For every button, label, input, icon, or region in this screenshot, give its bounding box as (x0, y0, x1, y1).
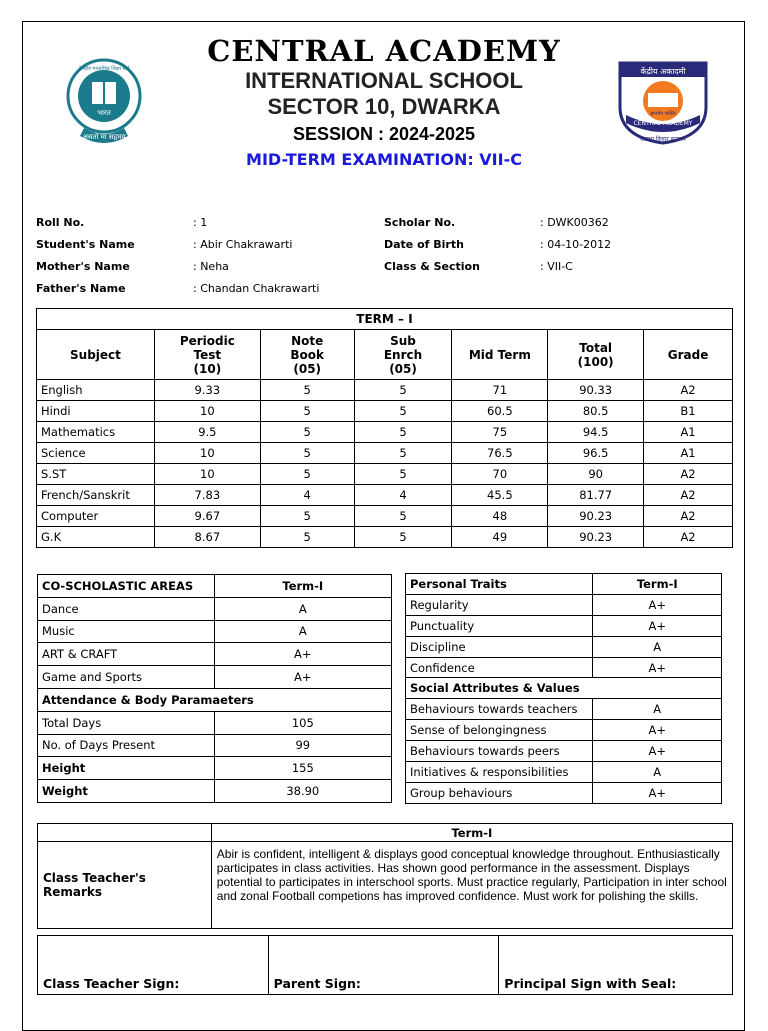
row-value: A (593, 762, 722, 783)
table-row (406, 782, 722, 803)
school-logo-motto: आस्था विचार सुन्दरम (640, 136, 686, 143)
sub-enrichment-cell: 5 (354, 527, 452, 548)
sub-enrichment-cell: 5 (354, 422, 452, 443)
row-value: A (593, 636, 722, 657)
table-row (38, 734, 392, 757)
grade-cell: A2 (644, 527, 733, 548)
row-label: Total Days (38, 711, 215, 734)
row-label: Height (38, 757, 215, 780)
remarks-table (37, 823, 733, 929)
sub-enrichment-cell: 5 (354, 464, 452, 485)
row-value: A+ (214, 666, 391, 689)
notebook-cell: 5 (260, 464, 354, 485)
table-row (37, 506, 733, 527)
midterm-cell: 76.5 (452, 443, 548, 464)
col-midterm: Mid Term (452, 330, 548, 380)
row-value: A+ (593, 657, 722, 678)
total-cell: 90 (548, 464, 644, 485)
school-subtitle: INTERNATIONAL SCHOOL (245, 68, 523, 93)
mother-label: Mother's Name (36, 260, 130, 273)
roll-label: Roll No. (36, 216, 85, 229)
school-logo-bottom: ज्ञानमेव शक्तिः (650, 111, 676, 117)
grade-cell: A2 (644, 485, 733, 506)
row-label: Initiatives & responsibilities (406, 762, 593, 783)
table-row (37, 401, 733, 422)
subject-cell: Computer (37, 506, 155, 527)
table-row (37, 527, 733, 548)
table-row (38, 597, 392, 620)
teacher-sign: Class Teacher Sign: (38, 936, 269, 995)
parent-sign: Parent Sign: (268, 936, 499, 995)
social-heading: Social Attributes & Values (406, 678, 722, 699)
col-sub-enrichment: Sub Enrch (05) (354, 330, 452, 380)
total-cell: 96.5 (548, 443, 644, 464)
table-row (38, 711, 392, 734)
col-grade: Grade (644, 330, 733, 380)
row-label: Game and Sports (38, 666, 215, 689)
attendance-heading: Attendance & Body Paramaeters (38, 688, 392, 711)
row-label: Weight (38, 780, 215, 803)
total-cell: 94.5 (548, 422, 644, 443)
table-row (37, 485, 733, 506)
periodic-cell: 10 (154, 464, 260, 485)
notebook-cell: 5 (260, 422, 354, 443)
total-cell: 90.33 (548, 380, 644, 401)
row-value: A+ (593, 782, 722, 803)
father-label: Father's Name (36, 282, 126, 295)
midterm-cell: 45.5 (452, 485, 548, 506)
col-notebook: Note Book (05) (260, 330, 354, 380)
grade-cell: A1 (644, 422, 733, 443)
periodic-cell: 10 (154, 401, 260, 422)
table-row (37, 443, 733, 464)
total-cell: 90.23 (548, 527, 644, 548)
periodic-cell: 9.33 (154, 380, 260, 401)
row-label: Music (38, 620, 215, 643)
roll-value: : 1 (193, 216, 208, 229)
midterm-cell: 49 (452, 527, 548, 548)
sub-enrichment-cell: 5 (354, 380, 452, 401)
table-row (406, 657, 722, 678)
traits-table (405, 573, 722, 804)
table-row (37, 380, 733, 401)
scholar-value: : DWK00362 (540, 216, 609, 229)
table-row (37, 422, 733, 443)
row-label: Dance (38, 597, 215, 620)
midterm-cell: 70 (452, 464, 548, 485)
school-logo-ribbon: CENTRAL ACADEMY (633, 120, 693, 127)
name-label: Student's Name (36, 238, 135, 251)
board-logo-country: भारत (97, 109, 111, 117)
subject-cell: French/Sanskrit (37, 485, 155, 506)
sub-enrichment-cell: 4 (354, 485, 452, 506)
school-address: SECTOR 10, DWARKA (267, 94, 501, 119)
board-logo-name: केन्द्रीय माध्यमिक शिक्षा बोर्ड (78, 66, 130, 72)
term-heading: TERM – I (37, 309, 733, 330)
grade-cell: A2 (644, 380, 733, 401)
table-row (38, 780, 392, 803)
grade-cell: A2 (644, 506, 733, 527)
traits-heading: Personal Traits (406, 574, 593, 595)
row-value: 38.90 (214, 780, 391, 803)
subject-cell: Science (37, 443, 155, 464)
col-subject: Subject (37, 330, 155, 380)
periodic-cell: 9.5 (154, 422, 260, 443)
name-value: : Abir Chakrawarti (193, 238, 293, 251)
table-row (38, 643, 392, 666)
row-value: A+ (593, 741, 722, 762)
class-label: Class & Section (384, 260, 480, 273)
session-title: SESSION : 2024-2025 (292, 124, 476, 144)
grade-cell: A1 (644, 443, 733, 464)
row-label: Discipline (406, 636, 593, 657)
col-total: Total (100) (548, 330, 644, 380)
mother-value: : Neha (193, 260, 229, 273)
notebook-cell: 5 (260, 380, 354, 401)
class-value: : VII-C (540, 260, 573, 273)
total-cell: 80.5 (548, 401, 644, 422)
periodic-cell: 8.67 (154, 527, 260, 548)
signature-table (37, 935, 733, 995)
midterm-cell: 60.5 (452, 401, 548, 422)
coscholastic-table (37, 574, 392, 803)
total-cell: 90.23 (548, 506, 644, 527)
notebook-cell: 5 (260, 506, 354, 527)
row-label: Confidence (406, 657, 593, 678)
row-value: 155 (214, 757, 391, 780)
midterm-cell: 48 (452, 506, 548, 527)
row-label: Punctuality (406, 615, 593, 636)
exam-title: MID-TERM EXAMINATION: VII-C (246, 150, 522, 169)
marks-table (36, 308, 733, 548)
remarks-text: Abir is confident, intelligent & displays good conceptual knowledge throughout. Enthusiastically participates in class activities. Has shown good performance in the assessment. Displays potential to participates in interschool sports. Must practice regularly, Participation in inter school and zonal Football competions has improved confidence. Must work for polishing the skills. (211, 842, 732, 929)
midterm-cell: 71 (452, 380, 548, 401)
row-label: Behaviours towards teachers (406, 699, 593, 720)
remarks-label: Class Teacher's Remarks (38, 842, 212, 929)
principal-sign: Principal Sign with Seal: (499, 936, 733, 995)
table-row (406, 720, 722, 741)
coscholastic-heading: CO-SCHOLASTIC AREAS (38, 575, 215, 598)
notebook-cell: 4 (260, 485, 354, 506)
subject-cell: Hindi (37, 401, 155, 422)
table-row (406, 636, 722, 657)
row-value: A (593, 699, 722, 720)
row-label: No. of Days Present (38, 734, 215, 757)
subject-cell: S.ST (37, 464, 155, 485)
row-value: A+ (593, 615, 722, 636)
dob-label: Date of Birth (384, 238, 464, 251)
table-row (406, 762, 722, 783)
midterm-cell: 75 (452, 422, 548, 443)
notebook-cell: 5 (260, 401, 354, 422)
father-value: : Chandan Chakrawarti (193, 282, 320, 295)
periodic-cell: 7.83 (154, 485, 260, 506)
scholar-label: Scholar No. (384, 216, 456, 229)
periodic-cell: 9.67 (154, 506, 260, 527)
grade-cell: B1 (644, 401, 733, 422)
notebook-cell: 5 (260, 527, 354, 548)
traits-term: Term-I (593, 574, 722, 595)
row-value: A+ (214, 643, 391, 666)
sub-enrichment-cell: 5 (354, 401, 452, 422)
periodic-cell: 10 (154, 443, 260, 464)
table-row (406, 699, 722, 720)
row-value: A (214, 597, 391, 620)
total-cell: 81.77 (548, 485, 644, 506)
col-periodic: Periodic Test (10) (154, 330, 260, 380)
table-row (406, 594, 722, 615)
row-value: 99 (214, 734, 391, 757)
row-value: A (214, 620, 391, 643)
table-row (38, 757, 392, 780)
table-row (38, 620, 392, 643)
row-label: Group behaviours (406, 782, 593, 803)
row-label: Sense of belongingness (406, 720, 593, 741)
row-label: ART & CRAFT (38, 643, 215, 666)
coscholastic-term: Term-I (214, 575, 391, 598)
table-row (38, 666, 392, 689)
table-row (37, 464, 733, 485)
table-row (406, 741, 722, 762)
row-value: 105 (214, 711, 391, 734)
school-name: CENTRAL ACADEMY (207, 34, 561, 68)
subject-cell: G.K (37, 527, 155, 548)
notebook-cell: 5 (260, 443, 354, 464)
subject-cell: English (37, 380, 155, 401)
sub-enrichment-cell: 5 (354, 443, 452, 464)
row-value: A+ (593, 594, 722, 615)
school-logo-top: केंद्रीय अकादमी (640, 67, 686, 76)
dob-value: : 04-10-2012 (540, 238, 612, 251)
row-label: Regularity (406, 594, 593, 615)
row-value: A+ (593, 720, 722, 741)
subject-cell: Mathematics (37, 422, 155, 443)
table-row (406, 615, 722, 636)
board-logo-motto: असतो मा सद्गमय (82, 133, 126, 141)
sub-enrichment-cell: 5 (354, 506, 452, 527)
remarks-term: Term-I (211, 824, 732, 842)
grade-cell: A2 (644, 464, 733, 485)
row-label: Behaviours towards peers (406, 741, 593, 762)
